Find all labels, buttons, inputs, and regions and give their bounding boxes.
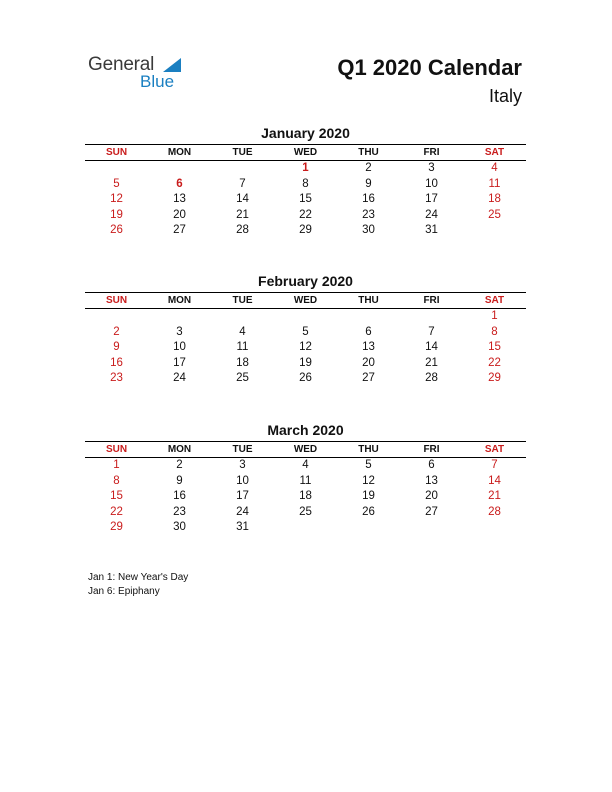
weekday-header: WED (293, 295, 318, 306)
weekday-header: SAT (484, 295, 505, 306)
day-cell: 26 (299, 372, 312, 384)
day-cell: 17 (425, 193, 438, 205)
day-cell: 10 (425, 177, 438, 190)
weekday-header: MON (167, 444, 192, 455)
week-row (85, 356, 526, 372)
page-title: Q1 2020 Calendar (337, 55, 522, 80)
empty-day-cell (85, 161, 148, 177)
day-cell: 23 (110, 372, 123, 384)
empty-day-cell (463, 520, 526, 536)
weekday-header: FRI (423, 147, 440, 158)
day-cell: 15 (110, 490, 123, 502)
country-name: Italy (488, 86, 522, 106)
week-row (85, 208, 526, 224)
weekday-header: SUN (105, 295, 128, 306)
day-cell: 18 (488, 193, 501, 205)
day-cell: 20 (425, 490, 438, 502)
empty-day-cell (148, 309, 211, 325)
day-cell: 11 (299, 474, 312, 487)
weekday-header: MON (167, 147, 192, 158)
week-row (85, 192, 526, 208)
day-cell: 9 (365, 177, 372, 190)
weekday-header: SAT (484, 444, 505, 455)
day-cell: 1 (302, 162, 309, 174)
day-cell: 21 (425, 356, 438, 369)
day-cell: 2 (176, 459, 183, 471)
day-cell: 9 (113, 341, 120, 353)
empty-day-cell (337, 520, 400, 536)
day-cell: 21 (488, 490, 501, 502)
day-cell: 12 (299, 341, 312, 353)
day-cell: 25 (299, 505, 312, 518)
day-cell: 27 (173, 224, 186, 236)
month-march (85, 421, 526, 536)
weekday-header: THU (358, 147, 379, 158)
day-cell: 12 (110, 193, 123, 205)
day-cell: 21 (236, 208, 249, 221)
day-cell: 17 (173, 356, 186, 369)
weekday-header: FRI (423, 295, 440, 306)
day-cell: 6 (365, 325, 372, 338)
day-cell: 5 (365, 459, 372, 471)
weekday-header-row (85, 292, 526, 309)
day-cell: 13 (425, 474, 438, 487)
day-cell: 1 (113, 459, 120, 471)
day-cell: 25 (488, 208, 501, 221)
weekday-header: MON (167, 295, 192, 306)
weekday-header: TUE (232, 444, 253, 455)
day-cell: 15 (299, 193, 312, 205)
day-cell: 13 (173, 193, 186, 205)
day-cell: 8 (302, 177, 309, 190)
month-title: January 2020 (261, 125, 350, 141)
day-cell: 23 (362, 208, 375, 221)
weekday-header: THU (358, 295, 379, 306)
weekday-header: WED (293, 147, 318, 158)
empty-day-cell (337, 309, 400, 325)
day-cell: 26 (110, 224, 123, 236)
day-cell: 28 (236, 224, 249, 236)
week-row (85, 309, 526, 325)
week-row (85, 161, 526, 177)
day-cell: 4 (491, 162, 498, 174)
week-row (85, 223, 526, 239)
weekday-header: WED (293, 444, 318, 455)
empty-day-cell (274, 520, 337, 536)
empty-day-cell (211, 309, 274, 325)
empty-day-cell (400, 309, 463, 325)
day-cell: 10 (236, 474, 249, 487)
day-cell: 17 (236, 490, 249, 502)
week-row (85, 520, 526, 536)
day-cell: 6 (176, 177, 183, 190)
day-cell: 14 (488, 474, 501, 487)
day-cell: 3 (176, 325, 183, 338)
week-row (85, 177, 526, 193)
day-cell: 19 (362, 490, 375, 502)
logo (88, 54, 198, 94)
weekday-header: THU (358, 444, 379, 455)
day-cell: 20 (362, 356, 375, 369)
day-cell: 14 (236, 193, 249, 205)
day-cell: 31 (425, 224, 438, 236)
weekday-header: SUN (105, 444, 128, 455)
holiday-note: Jan 1: New Year's Day (88, 572, 189, 583)
day-cell: 30 (362, 224, 375, 236)
week-row (85, 505, 526, 521)
day-cell: 9 (176, 474, 183, 487)
day-cell: 4 (302, 459, 309, 471)
week-row (85, 340, 526, 356)
day-cell: 11 (488, 177, 501, 190)
empty-day-cell (211, 161, 274, 177)
day-cell: 22 (488, 356, 501, 369)
week-row (85, 489, 526, 505)
day-cell: 26 (362, 505, 375, 518)
weekday-header-row (85, 441, 526, 458)
week-row (85, 371, 526, 387)
day-cell: 12 (362, 474, 375, 487)
day-cell: 8 (113, 474, 120, 487)
day-cell: 10 (173, 341, 186, 353)
day-cell: 20 (173, 208, 186, 221)
day-cell: 28 (488, 505, 501, 518)
day-cell: 4 (239, 325, 246, 338)
day-cell: 29 (299, 224, 312, 236)
day-cell: 25 (236, 372, 249, 384)
day-cell: 5 (113, 177, 120, 190)
day-cell: 3 (239, 459, 246, 471)
day-cell: 29 (488, 372, 501, 384)
week-row (85, 458, 526, 474)
day-cell: 6 (428, 459, 435, 471)
logo-blue-text: Blue (140, 72, 175, 91)
empty-day-cell (148, 161, 211, 177)
day-cell: 2 (365, 162, 372, 174)
weekday-header: TUE (232, 295, 253, 306)
day-cell: 30 (173, 521, 186, 533)
day-cell: 1 (491, 310, 498, 322)
week-row (85, 474, 526, 490)
month-january (85, 124, 526, 239)
weekday-header: TUE (232, 147, 253, 158)
day-cell: 16 (362, 193, 375, 205)
weekday-header-row (85, 144, 526, 161)
empty-day-cell (400, 520, 463, 536)
day-cell: 29 (110, 521, 123, 533)
day-cell: 28 (425, 372, 438, 384)
day-cell: 19 (110, 208, 123, 221)
day-cell: 24 (173, 372, 186, 384)
day-cell: 22 (299, 208, 312, 221)
weekday-header: SAT (484, 147, 505, 158)
day-cell: 3 (428, 162, 435, 174)
logo-general-text: General (88, 54, 155, 75)
day-cell: 23 (173, 505, 186, 518)
day-cell: 8 (491, 325, 498, 338)
empty-day-cell (85, 309, 148, 325)
weekday-header: SUN (105, 147, 128, 158)
day-cell: 31 (236, 521, 249, 533)
day-cell: 15 (488, 341, 501, 353)
holiday-notes (88, 571, 188, 599)
day-cell: 16 (173, 490, 186, 502)
day-cell: 19 (299, 356, 312, 369)
day-cell: 27 (425, 505, 438, 518)
day-cell: 7 (428, 325, 435, 338)
holiday-note: Jan 6: Epiphany (88, 586, 160, 597)
month-february (85, 272, 526, 387)
day-cell: 13 (362, 341, 375, 353)
month-title: March 2020 (267, 422, 344, 438)
empty-day-cell (463, 223, 526, 239)
day-cell: 5 (302, 325, 309, 338)
weekday-header: FRI (423, 444, 440, 455)
month-title: February 2020 (258, 273, 353, 289)
day-cell: 11 (236, 341, 249, 353)
week-row (85, 325, 526, 341)
day-cell: 22 (110, 505, 123, 518)
day-cell: 24 (425, 208, 438, 221)
logo-triangle-icon (163, 58, 181, 72)
day-cell: 24 (236, 505, 249, 518)
day-cell: 7 (239, 177, 246, 190)
day-cell: 7 (491, 459, 498, 471)
day-cell: 18 (299, 490, 312, 502)
empty-day-cell (274, 309, 337, 325)
day-cell: 2 (113, 325, 120, 338)
day-cell: 18 (236, 356, 249, 369)
day-cell: 27 (362, 372, 375, 384)
day-cell: 16 (110, 356, 123, 369)
day-cell: 14 (425, 341, 438, 353)
